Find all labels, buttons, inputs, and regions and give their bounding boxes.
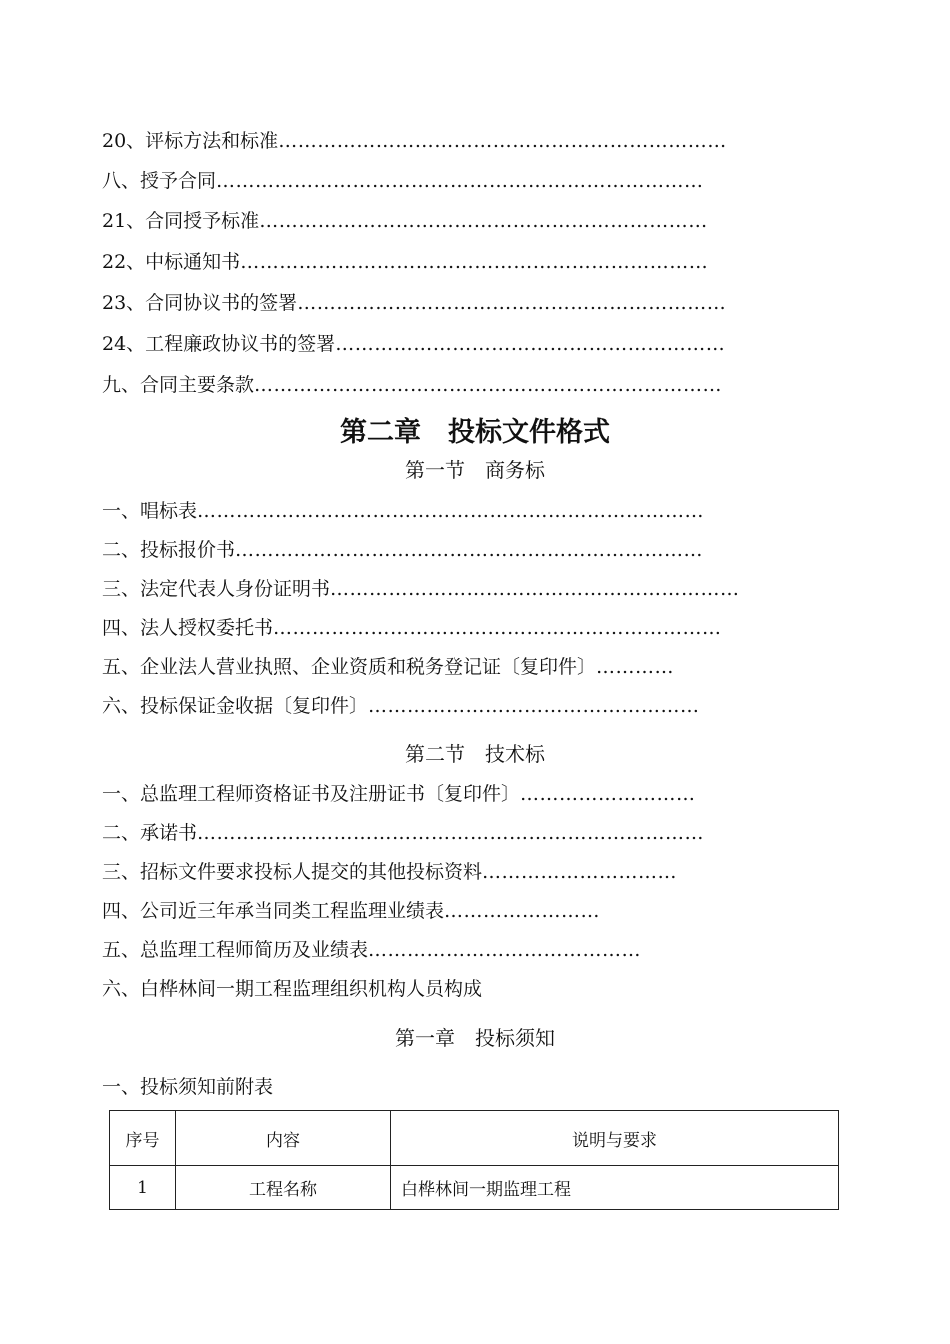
toc-item[interactable] — [102, 366, 774, 396]
toc-leader-dots: ………………………………………………………… — [297, 292, 727, 314]
toc-item-label: 四、法人授权委托书 — [102, 617, 274, 639]
chapter-title: 第一章 投标须知 — [395, 1026, 555, 1050]
toc-leader-dots: …………………………………………… — [368, 695, 700, 717]
toc-item[interactable] — [102, 931, 774, 961]
table-header-cell: 说明与要求 — [391, 1111, 839, 1166]
table-row — [110, 1166, 839, 1210]
table-cell: 工程名称 — [176, 1166, 391, 1210]
toc-item[interactable] — [102, 243, 774, 273]
toc-item-label: 三、法定代表人身份证明书 — [102, 578, 331, 600]
toc-item[interactable] — [102, 570, 774, 600]
chapter-title: 第二章 投标文件格式 — [340, 417, 610, 448]
toc-leader-dots: …………………………………………………………… — [273, 617, 722, 639]
toc-item[interactable] — [102, 492, 774, 522]
toc-item-label: 一、总监理工程师资格证书及注册证书〔复印件〕 — [102, 783, 521, 805]
toc-leader-dots: …………………………………………………………………… — [197, 500, 705, 522]
table-cell: 白桦林间一期监理工程 — [391, 1166, 839, 1210]
toc-item[interactable] — [102, 814, 774, 844]
toc-item-label: 24、工程廉政协议书的签署 — [102, 333, 336, 355]
toc-leader-dots: ……………………………………………………………… — [240, 251, 709, 273]
toc-item[interactable] — [102, 648, 774, 678]
toc-leader-dots: …………………………………………………… — [335, 333, 726, 355]
toc-leader-dots: …………………………………………………………… — [259, 210, 708, 232]
toc-item-label: 五、企业法人营业执照、企业资质和税务登记证〔复印件〕 — [102, 656, 597, 678]
toc-item-label: 五、总监理工程师简历及业绩表 — [102, 939, 369, 961]
toc-item-label: 23、合同协议书的签署 — [102, 292, 298, 314]
toc-item-label: 六、投标保证金收据〔复印件〕 — [102, 695, 369, 717]
toc-leader-dots: …………………………………… — [368, 939, 642, 961]
toc-item[interactable] — [102, 775, 774, 805]
toc-leader-dots: ………………………………………………………………… — [216, 170, 704, 192]
table-header-row — [110, 1111, 839, 1166]
toc-leader-dots: ……………………………………………………………… — [254, 374, 723, 396]
toc-item-label: 一、唱标表 — [102, 500, 198, 522]
toc-item-label: 20、评标方法和标准 — [102, 130, 279, 152]
toc-item[interactable] — [102, 202, 774, 232]
toc-leader-dots: ……………………………………………………………… — [235, 539, 704, 561]
toc-leader-dots: ……………………… — [520, 783, 696, 805]
section-title: 第一节 商务标 — [405, 458, 545, 482]
toc-item[interactable] — [102, 853, 774, 883]
toc-item[interactable] — [102, 970, 774, 1000]
toc-item-label: 九、合同主要条款 — [102, 374, 255, 396]
toc-leader-dots: …………………………………………………………… — [278, 130, 727, 152]
toc-item-label: 三、招标文件要求投标人提交的其他投标资料 — [102, 861, 483, 883]
toc-item[interactable] — [102, 531, 774, 561]
toc-item[interactable] — [102, 122, 774, 152]
toc-leader-dots: ………………………… — [482, 861, 678, 883]
requirements-table — [109, 1110, 839, 1210]
toc-item-label: 21、合同授予标准 — [102, 210, 260, 232]
toc-item[interactable] — [102, 687, 774, 717]
subsection-title: 一、投标须知前附表 — [102, 1076, 274, 1098]
toc-item-label: 六、白桦林间一期工程监理组织机构人员构成 — [102, 978, 483, 1000]
toc-item[interactable] — [102, 162, 774, 192]
table-header-cell: 序号 — [110, 1111, 176, 1166]
table-header-cell: 内容 — [176, 1111, 391, 1166]
toc-item-label: 二、承诺书 — [102, 822, 198, 844]
table-cell: 1 — [110, 1166, 176, 1210]
toc-leader-dots: ………… — [596, 656, 675, 678]
toc-item-label: 四、公司近三年承当同类工程监理业绩表 — [102, 900, 445, 922]
toc-item[interactable] — [102, 892, 774, 922]
toc-item-label: 二、投标报价书 — [102, 539, 236, 561]
toc-leader-dots: ……………………………………………………… — [330, 578, 740, 600]
toc-item-label: 22、中标通知书 — [102, 251, 241, 273]
section-title: 第二节 技术标 — [405, 742, 545, 766]
toc-leader-dots: …………………………………………………………………… — [197, 822, 705, 844]
toc-item[interactable] — [102, 325, 774, 355]
toc-leader-dots: …………………… — [444, 900, 601, 922]
toc-item-label: 八、授予合同 — [102, 170, 217, 192]
toc-item[interactable] — [102, 609, 774, 639]
toc-item[interactable] — [102, 284, 774, 314]
